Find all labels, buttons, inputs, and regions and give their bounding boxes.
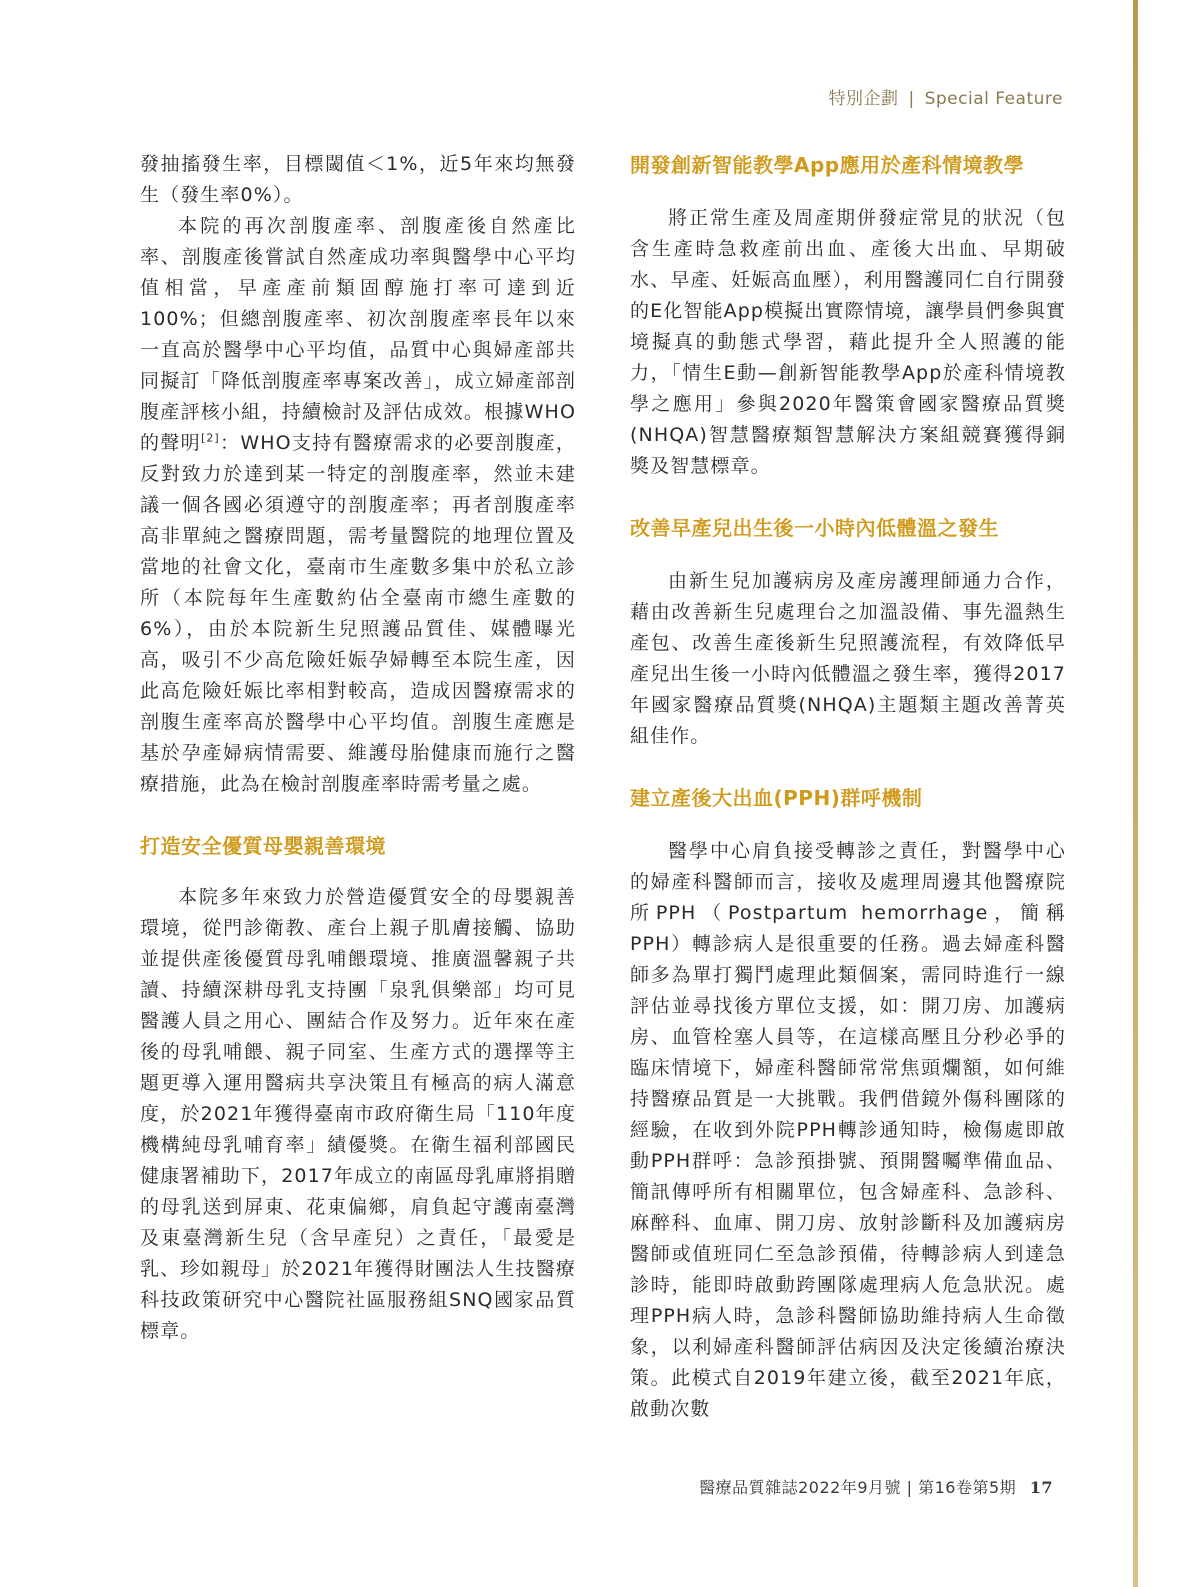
heading-hypothermia: 改善早產兒出生後一小時內低體溫之發生	[630, 516, 999, 540]
section-label-zh: 特別企劃	[828, 89, 899, 109]
issue-label: 第16卷第5期	[918, 1478, 1017, 1497]
running-header	[829, 84, 1063, 109]
paragraph-smart-teaching-app: 將正常生產及周產期併發症常見的狀況（包含生產時急救產前出血、產後大出血、早期破水、早產、妊娠高血壓），利用醫護同仁自行開發的E化智能App模擬出實際情境，讓學員們參與實境擬真的動態式學習，藉此提升全人照護的能力，「情生E動—創新智能教學App於產科情境教學之應用」參與2020年醫策會國家醫療品質獎(NHQA)智慧醫療類智慧解決方案組競賽獲得銅獎及智慧標章。	[630, 207, 1066, 477]
paragraph-continued: 發抽搐發生率，目標閾值＜1%，近5年來均無發生（發生率0%）。	[140, 153, 576, 206]
heading-pph-call-system: 建立產後大出血(PPH)群呼機制	[630, 786, 923, 810]
header-separator: |	[908, 89, 915, 109]
left-column	[140, 149, 576, 1347]
right-column	[630, 149, 1066, 1425]
paragraph-text-a: 本院的再次剖腹產率、剖腹產後自然產比率、剖腹產後嘗試自然產成功率與醫學中心平均值相當，早產產前類固醇施打率可達到近100%；但總剖腹產率、初次剖腹產率長年以來一直高於醫學中心平均值，品質中心與婦產部共同擬訂「降低剖腹產率專案改善」，成立婦產部剖腹產評核小組，持續檢討及評估成效。根據WHO的聲明	[140, 215, 576, 454]
heading-smart-teaching-app: 開發創新智能教學App應用於產科情境教學	[630, 153, 1025, 177]
journal-title: 醫療品質雜誌2022年9月號	[699, 1478, 902, 1497]
heading-mother-baby-environment: 打造安全優質母嬰親善環境	[140, 834, 386, 858]
paragraph-mother-baby: 本院多年來致力於營造優質安全的母嬰親善環境，從門診衛教、產台上親子肌膚接觸、協助並提供產後優質母乳哺餵環境、推廣溫馨親子共讀、持續深耕母乳支持團「泉乳俱樂部」均可見醫護人員之用心、團結合作及努力。近年來在產後的母乳哺餵、親子同室、生產方式的選擇等主題更導入運用醫病共享決策且有極高的病人滿意度，於2021年獲得臺南市政府衛生局「110年度機構純母乳哺育率」績優獎。在衛生福利部國民健康署補助下，2017年成立的南區母乳庫將捐贈的母乳送到屏東、花東偏鄉，肩負起守護南臺灣及東臺灣新生兒（含早產兒）之責任，「最愛是乳、珍如親母」於2021年獲得財團法人生技醫療科技政策研究中心醫院社區服務組SNQ國家品質標章。	[140, 886, 576, 1342]
footer-separator: |	[906, 1478, 913, 1497]
paragraph-pph-call-system: 醫學中心肩負接受轉診之責任，對醫學中心的婦產科醫師而言，接收及處理周邊其他醫療院所PPH（Postpartum hemorrhage，簡稱PPH）轉診病人是很重要的任務。過去婦產科醫師多為單打獨鬥處理此類個案，需同時進行一線評估並尋找後方單位支援，如：開刀房、加護病房、血管栓塞人員等，在這樣高壓且分秒必爭的臨床情境下，婦產科醫師常常焦頭爛額，如何維持醫療品質是一大挑戰。我們借鏡外傷科團隊的經驗，在收到外院PPH轉診通知時，檢傷處即啟動PPH群呼：急診預掛號、預開醫囑準備血品、簡訊傳呼所有相關單位，包含婦產科、急診科、麻醉科、血庫、開刀房、放射診斷科及加護病房醫師或值班同仁至急診預備，待轉診病人到達急診時，能即時啟動跨團隊處理病人危急狀況。處理PPH病人時，急診科醫師協助維持病人生命徵象，以利婦產科醫師評估病因及決定後續治療決策。此模式自2019年建立後，截至2021年底，啟動次數	[630, 840, 1066, 1420]
reference-marker: [2]	[200, 431, 220, 445]
page-number: 17	[1029, 1478, 1053, 1497]
section-label-en: Special Feature	[924, 89, 1063, 109]
paragraph-hypothermia: 由新生兒加護病房及產房護理師通力合作，藉由改善新生兒處理台之加溫設備、事先溫熱生產包、改善生產後新生兒照護流程，有效降低早產兒出生後一小時內低體溫之發生率，獲得2017年國家醫療品質獎(NHQA)主題類主題改善菁英組佳作。	[630, 570, 1066, 747]
paragraph-cesarean-rate	[140, 211, 576, 800]
gold-vertical-rule	[1133, 0, 1138, 1587]
paragraph-text-b: ：WHO支持有醫療需求的必要剖腹產，反對致力於達到某一特定的剖腹產率，然並未建議一個各國必須遵守的剖腹產率；再者剖腹產率高非單純之醫療問題，需考量醫院的地理位置及當地的社會文化，臺南市生產數多集中於私立診所（本院每年生產數約佔全臺南市總生產數的6%），由於本院新生兒照護品質佳、媒體曝光高，吸引不少高危險妊娠孕婦轉至本院生產，因此高危險妊娠比率相對較高，造成因醫療需求的剖腹生產率高於醫學中心平均值。剖腹生產應是基於孕產婦病情需要、維護母胎健康而施行之醫療措施，此為在檢討剖腹產率時需考量之處。	[140, 432, 576, 795]
page-footer	[699, 1475, 1053, 1498]
